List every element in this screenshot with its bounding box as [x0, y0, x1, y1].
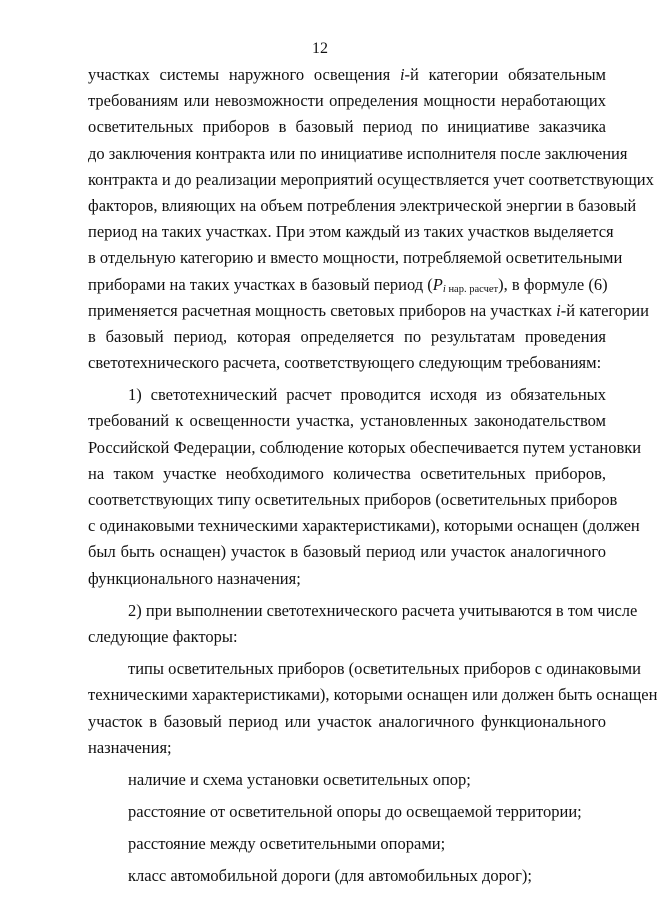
text-line: [88, 272, 606, 298]
text-line: соответствующих типу осветительных приборов (осветительных приборов: [88, 490, 618, 509]
text-line: осветительных приборов в базовый период по инициативе заказчика: [88, 117, 606, 137]
text-line: контракта и до реализации мероприятий осуществляется учет соответствующих: [88, 169, 654, 189]
text-line: техническими характеристиками), которыми оснащен или должен быть оснащен: [88, 685, 657, 705]
text-line: назначения;: [88, 737, 172, 757]
text-line: расстояние от осветительной опоры до освещаемой территории;: [128, 802, 582, 822]
text-line: 1) светотехнический расчет проводится исходя из обязательных: [128, 385, 606, 405]
italic-variable: i: [399, 65, 405, 84]
text-line: 2) при выполнении светотехнического расчета учитываются в том числе: [128, 600, 638, 620]
text-line: факторов, влияющих на объем потребления электрической энергии в базовый: [88, 195, 637, 215]
formula-subscript: [443, 284, 498, 295]
text-line: с одинаковыми техническими характеристиками), которыми оснащен (должен: [88, 516, 640, 536]
text-line: наличие и схема установки осветительных опор;: [128, 769, 471, 789]
text-line: [88, 62, 606, 88]
text-fragment: ), в формуле (6): [498, 274, 608, 294]
text-line: период на таких участках. При этом каждый из таких участков выделяется: [88, 222, 614, 242]
formula-symbol: P: [432, 274, 443, 294]
text-line: до заключения контракта или по инициативе исполнителя после заключения: [88, 143, 628, 163]
text-line: в отдельную категорию и вместо мощности, потребляемой осветительными: [88, 248, 623, 268]
text-line: на таком участке необходимого количества осветительных приборов,: [88, 463, 606, 483]
text-fragment: участках системы наружного освещения: [88, 65, 400, 84]
formula-subscript-var: i: [442, 283, 446, 295]
text-fragment: применяется расчетная мощность световых приборов на участках: [88, 300, 557, 320]
formula-subscript-text: нар. расчет: [445, 283, 499, 295]
text-fragment: приборами на таких участках в базовый период (: [88, 274, 433, 294]
text-line: был быть оснащен) участок в базовый период или участок аналогичного: [88, 542, 606, 562]
text-line: требованиям или невозможности определения мощности неработающих: [88, 91, 606, 111]
page-number: 12: [312, 40, 328, 57]
text-line: класс автомобильной дороги (для автомобильных дорог);: [128, 866, 532, 886]
text-line: светотехнического расчета, соответствующего следующим требованиям:: [88, 353, 602, 373]
italic-variable: i: [556, 300, 561, 320]
text-fragment: -й категории обязательным: [404, 65, 606, 84]
body-text: [88, 62, 657, 890]
text-line: Российской Федерации, соблюдение которых обеспечивается путем установки: [88, 437, 642, 457]
text-line: функционального назначения;: [88, 568, 301, 588]
text-line: в базовый период, которая определяется по результатам проведения: [88, 326, 606, 346]
text-line: расстояние между осветительными опорами;: [128, 834, 446, 854]
text-fragment: -й категории: [560, 300, 649, 320]
text-line: требований к освещенности участка, установленных законодательством: [88, 411, 606, 431]
text-line: типы осветительных приборов (осветительных приборов с одинаковыми: [128, 659, 641, 679]
text-line: следующие факторы:: [88, 626, 238, 646]
text-line: [88, 298, 649, 324]
text-line: участок в базовый период или участок аналогичного функционального: [88, 711, 606, 731]
